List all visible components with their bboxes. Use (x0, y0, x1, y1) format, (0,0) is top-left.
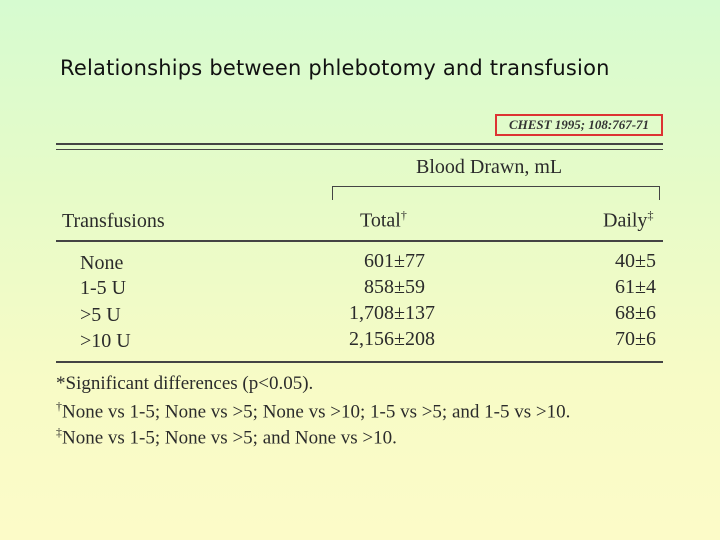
row-total: 858±59 (364, 276, 425, 298)
footnote-text: None vs 1-5; None vs >5; and None vs >10. (62, 427, 397, 449)
row-total: 2,156±208 (349, 328, 435, 350)
footnote-mark: † (56, 399, 62, 413)
row-label: 1-5 U (80, 277, 127, 299)
column-header-transfusions: Transfusions (62, 210, 165, 232)
column-header-daily-label: Daily (603, 209, 648, 232)
row-label: >5 U (80, 304, 121, 326)
row-daily: 61±4 (615, 276, 656, 298)
column-header-total (360, 208, 407, 233)
row-total: 1,708±137 (349, 302, 435, 324)
column-header-total-label: Total (360, 209, 401, 232)
double-dagger-mark: ‡ (647, 208, 654, 222)
row-daily: 40±5 (615, 250, 656, 272)
row-label: >10 U (80, 330, 131, 352)
column-header-daily (603, 208, 653, 233)
footnote (56, 373, 313, 395)
group-bracket-left (332, 186, 333, 200)
dagger-mark: † (400, 208, 407, 222)
header-rule (56, 240, 663, 242)
table-top-rule (56, 143, 663, 145)
footnote (56, 399, 570, 423)
group-bracket (332, 186, 660, 187)
footnote (56, 425, 397, 449)
slide-title: Relationships between phlebotomy and transfusion (60, 56, 610, 80)
row-label: None (80, 252, 124, 274)
row-daily: 70±6 (615, 328, 656, 350)
footnote-text: None vs 1-5; None vs >5; None vs >10; 1-5 vs >5; and 1-5 vs >10. (62, 401, 571, 423)
citation-box: CHEST 1995; 108:767-71 (495, 114, 663, 136)
footnote-mark: ‡ (56, 425, 62, 439)
row-total: 601±77 (364, 250, 425, 272)
footnote-text: *Significant differences (p<0.05). (56, 373, 314, 394)
group-header: Blood Drawn, mL (416, 156, 563, 178)
group-bracket-right (659, 186, 660, 200)
table-bottom-rule (56, 361, 663, 363)
table-top-rule-2 (56, 149, 663, 150)
row-daily: 68±6 (615, 302, 656, 324)
